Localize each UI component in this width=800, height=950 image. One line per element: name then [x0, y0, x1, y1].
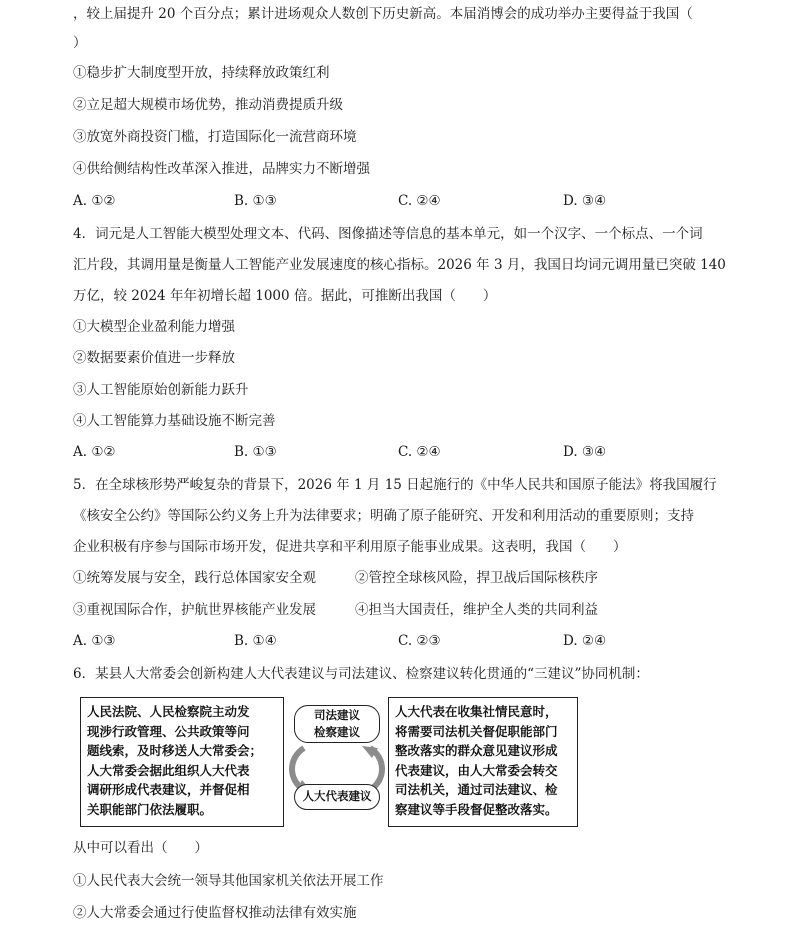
q5-option-b: B. ①④	[234, 633, 277, 649]
q3-stem-line-2: ）	[73, 35, 87, 51]
diagram-right-line: 代表建议，由人大常委会转交	[395, 762, 558, 778]
diagram-right-box	[388, 697, 578, 827]
pill-judicial-label: 司法建议	[314, 708, 360, 722]
q4-option-a: A. ①②	[73, 444, 116, 460]
diagram-right-line: 察建议等手段督促整改落实。	[395, 801, 558, 817]
q5-item-2: ②管控全球核风险，捍卫战后国际核秩序	[355, 570, 598, 586]
diagram-left-box	[80, 697, 284, 827]
q6-stem-line-1: 6．某县人大常委会创新构建人大代表建议与司法建议、检察建议转化贯通的“三建议”协同机制：	[73, 666, 649, 682]
q4-stem-line-2: 汇片段，其调用量是衡量人工智能产业发展速度的核心指标。2026 年 3 月，我国日均词元调用量已突破 140	[73, 257, 726, 273]
diagram-right-line: 整改落实的群众意见建议形成	[395, 743, 558, 758]
q3-item-2: ②立足超大规模市场优势，推动消费提质升级	[73, 97, 343, 113]
q4-option-b: B. ①③	[234, 444, 277, 460]
diagram-right-line: 司法机关，通过司法建议、检	[395, 782, 558, 797]
q5-item-1: ①统筹发展与安全，践行总体国家安全观	[73, 570, 316, 586]
q3-stem-line-1: ，较上届提升 20 个百分点；累计进场观众人数创下历史新高。本届消博会的成功举办主要得益于我国（	[73, 6, 693, 22]
diagram-left-line: 人民法院、人民检察院主动发	[87, 704, 250, 719]
q5-stem-line-1: 5．在全球核形势严峻复杂的背景下，2026 年 1 月 15 日起施行的《中华人民共和国原子能法》将我国履行	[73, 477, 717, 493]
q3-item-1: ①稳步扩大制度型开放，持续释放政策红利	[73, 65, 330, 81]
q5-option-d: D. ②④	[563, 633, 607, 649]
diagram-top-pill	[294, 705, 380, 743]
q5-stem-line-3: 企业积极有序参与国际市场开发，促进共享和平利用原子能事业成果。这表明，我国（ ）	[73, 539, 627, 555]
diagram-left-line: 关职能部门依法履职。	[87, 801, 213, 817]
diagram-left-line: 调研形成代表建议，并督促相	[87, 782, 250, 797]
q4-stem-line-3: 万亿，较 2024 年年初增长超 1000 倍。据此，可推断出我国（ ）	[73, 288, 497, 304]
q5-item-3: ③重视国际合作，护航世界核能产业发展	[73, 602, 316, 618]
diagram-left-line: 题线索，及时移送人大常委会；	[87, 743, 263, 758]
q5-stem-line-2: 《核安全公约》等国际公约义务上升为法律要求；明确了原子能研究、开发和利用活动的重要原则；支持	[73, 508, 694, 524]
q6-item-2: ②人大常委会通过行使监督权推动法律有效实施	[73, 905, 357, 921]
q3-option-a: A. ①②	[73, 193, 116, 209]
q5-item-4: ④担当大国责任，维护全人类的共同利益	[355, 602, 598, 618]
diagram-left-line: 现涉行政管理、公共政策等问	[87, 723, 250, 739]
q3-item-4: ④供给侧结构性改革深入推进，品牌实力不断增强	[73, 161, 370, 177]
q4-stem-line-1: 4．词元是人工智能大模型处理文本、代码、图像描述等信息的基本单元，如一个汉字、一个标点、一个词	[73, 226, 703, 242]
q4-item-3: ③人工智能原始创新能力跃升	[73, 382, 249, 398]
q4-item-1: ①大模型企业盈利能力增强	[73, 319, 235, 335]
q4-item-4: ④人工智能算力基础设施不断完善	[73, 413, 276, 429]
q5-option-c: C. ②③	[398, 633, 441, 649]
page-footer-edge	[0, 936, 800, 950]
diagram-right-line: 将需要司法机关督促职能部门	[395, 723, 558, 739]
q4-option-c: C. ②④	[398, 444, 441, 460]
q3-option-c: C. ②④	[398, 193, 441, 209]
diagram-bottom-pill: 人大代表建议	[294, 784, 380, 810]
q3-option-b: B. ①③	[234, 193, 277, 209]
q4-option-d: D. ③④	[563, 444, 607, 460]
q6-item-1: ①人民代表大会统一领导其他国家机关依法开展工作	[73, 873, 384, 889]
diagram-left-line: 人大常委会据此组织人大代表	[87, 762, 250, 778]
diagram-right-line: 人大代表在收集社情民意时，	[395, 704, 558, 719]
q5-option-a: A. ①③	[73, 633, 116, 649]
q3-option-d: D. ③④	[563, 193, 607, 209]
q3-item-3: ③放宽外商投资门槛，打造国际化一流营商环境	[73, 129, 357, 145]
q6-stem-line-2: 从中可以看出（ ）	[73, 840, 208, 856]
pill-procuratorial-label: 检察建议	[314, 725, 360, 739]
q4-item-2: ②数据要素价值进一步释放	[73, 350, 235, 366]
